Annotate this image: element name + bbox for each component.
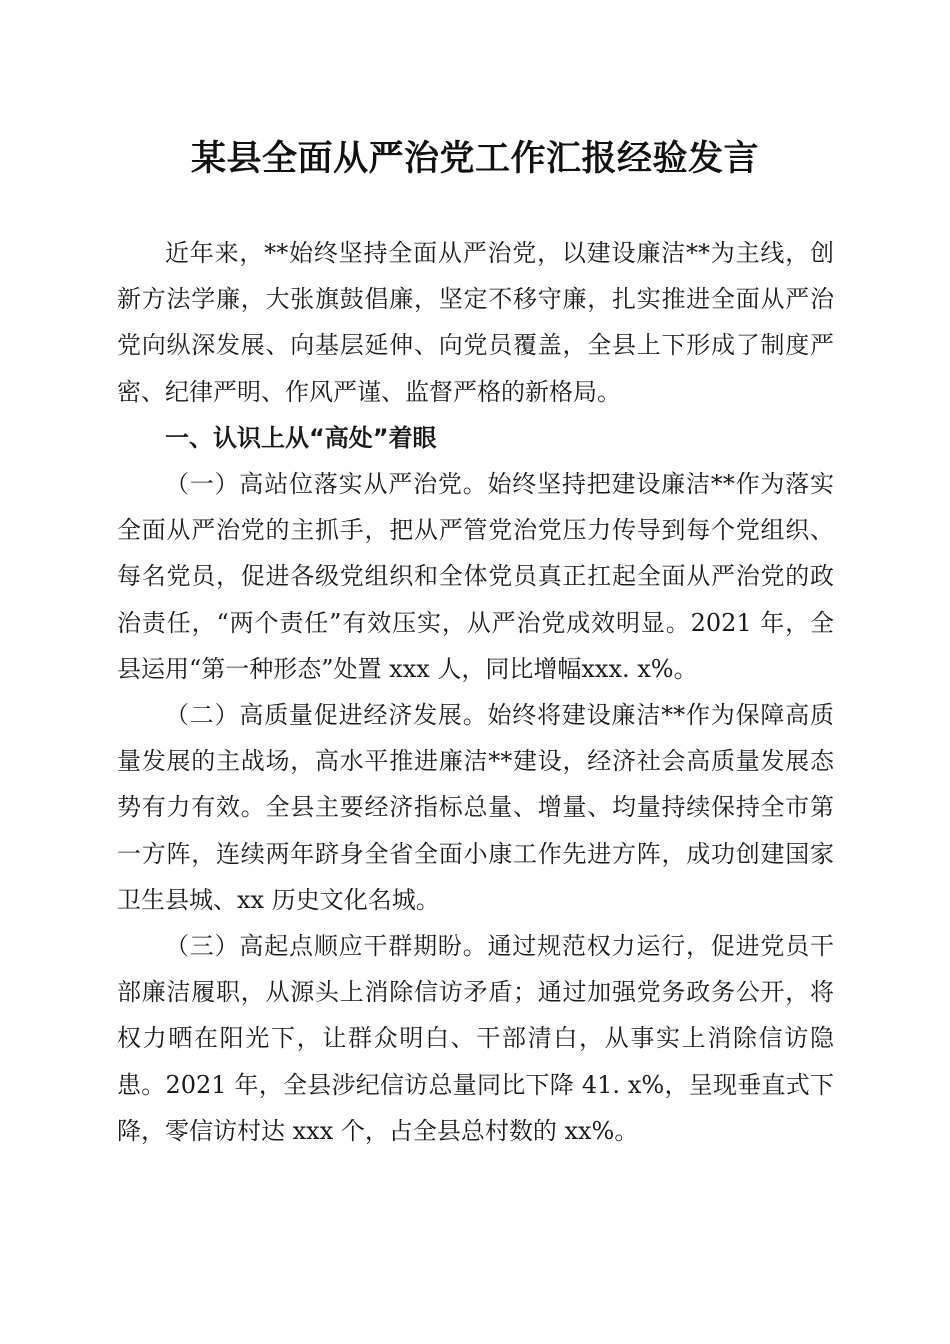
document-body (117, 230, 834, 1154)
paragraph-lead: （三）高起点顺应干群期盼。 (165, 932, 488, 961)
paragraph-text: 通过规范权力运行，促进党员干部廉洁履职，从源头上消除信访矛盾；通过加强党务政务公开，将权力晒在阳光下，让群众明白、干部清白，从事实上消除信访隐患。2021 年，全县涉纪信访总量同比下降 41. x%，呈现垂直式下降，零信访村达 xxx 个，占全县总村数的 xx%。 (117, 932, 834, 1145)
paragraph-lead: （二）高质量促进经济发展。 (165, 701, 488, 730)
paragraph-item-3 (117, 923, 834, 1154)
paragraph-lead: （一）高站位落实从严治党。 (165, 470, 488, 499)
paragraph-text: 始终坚持把建设廉洁**作为落实全面从严治党的主抓手，把从严管党治党压力传导到每个党组织、每名党员，促进各级党组织和全体党员真正扛起全面从严治党的政治责任，“两个责任”有效压实，从严治党成效明显。2021 年，全县运用“第一种形态”处置 xxx 人，同比增幅xxx. x%。 (117, 470, 834, 683)
section-heading: 一、认识上从“高处”着眼 (165, 423, 437, 452)
paragraph-item-1 (117, 461, 834, 692)
paragraph-item-2 (117, 692, 834, 923)
paragraph-text: 始终将建设廉洁**作为保障高质量发展的主战场，高水平推进廉洁**建设，经济社会高质量发展态势有力有效。全县主要经济指标总量、增量、均量持续保持全市第一方阵，连续两年跻身全省全面小康工作先进方阵，成功创建国家卫生县城、xx 历史文化名城。 (117, 701, 834, 914)
intro-paragraph: 近年来，**始终坚持全面从严治党，以建设廉洁**为主线，创新方法学廉，大张旗鼓倡廉，坚定不移守廉，扎实推进全面从严治党向纵深发展、向基层延伸、向党员覆盖，全县上下形成了制度严密、纪律严明、作风严谨、监督严格的新格局。 (117, 239, 834, 406)
document-title: 某县全面从严治党工作汇报经验发言 (190, 138, 759, 179)
